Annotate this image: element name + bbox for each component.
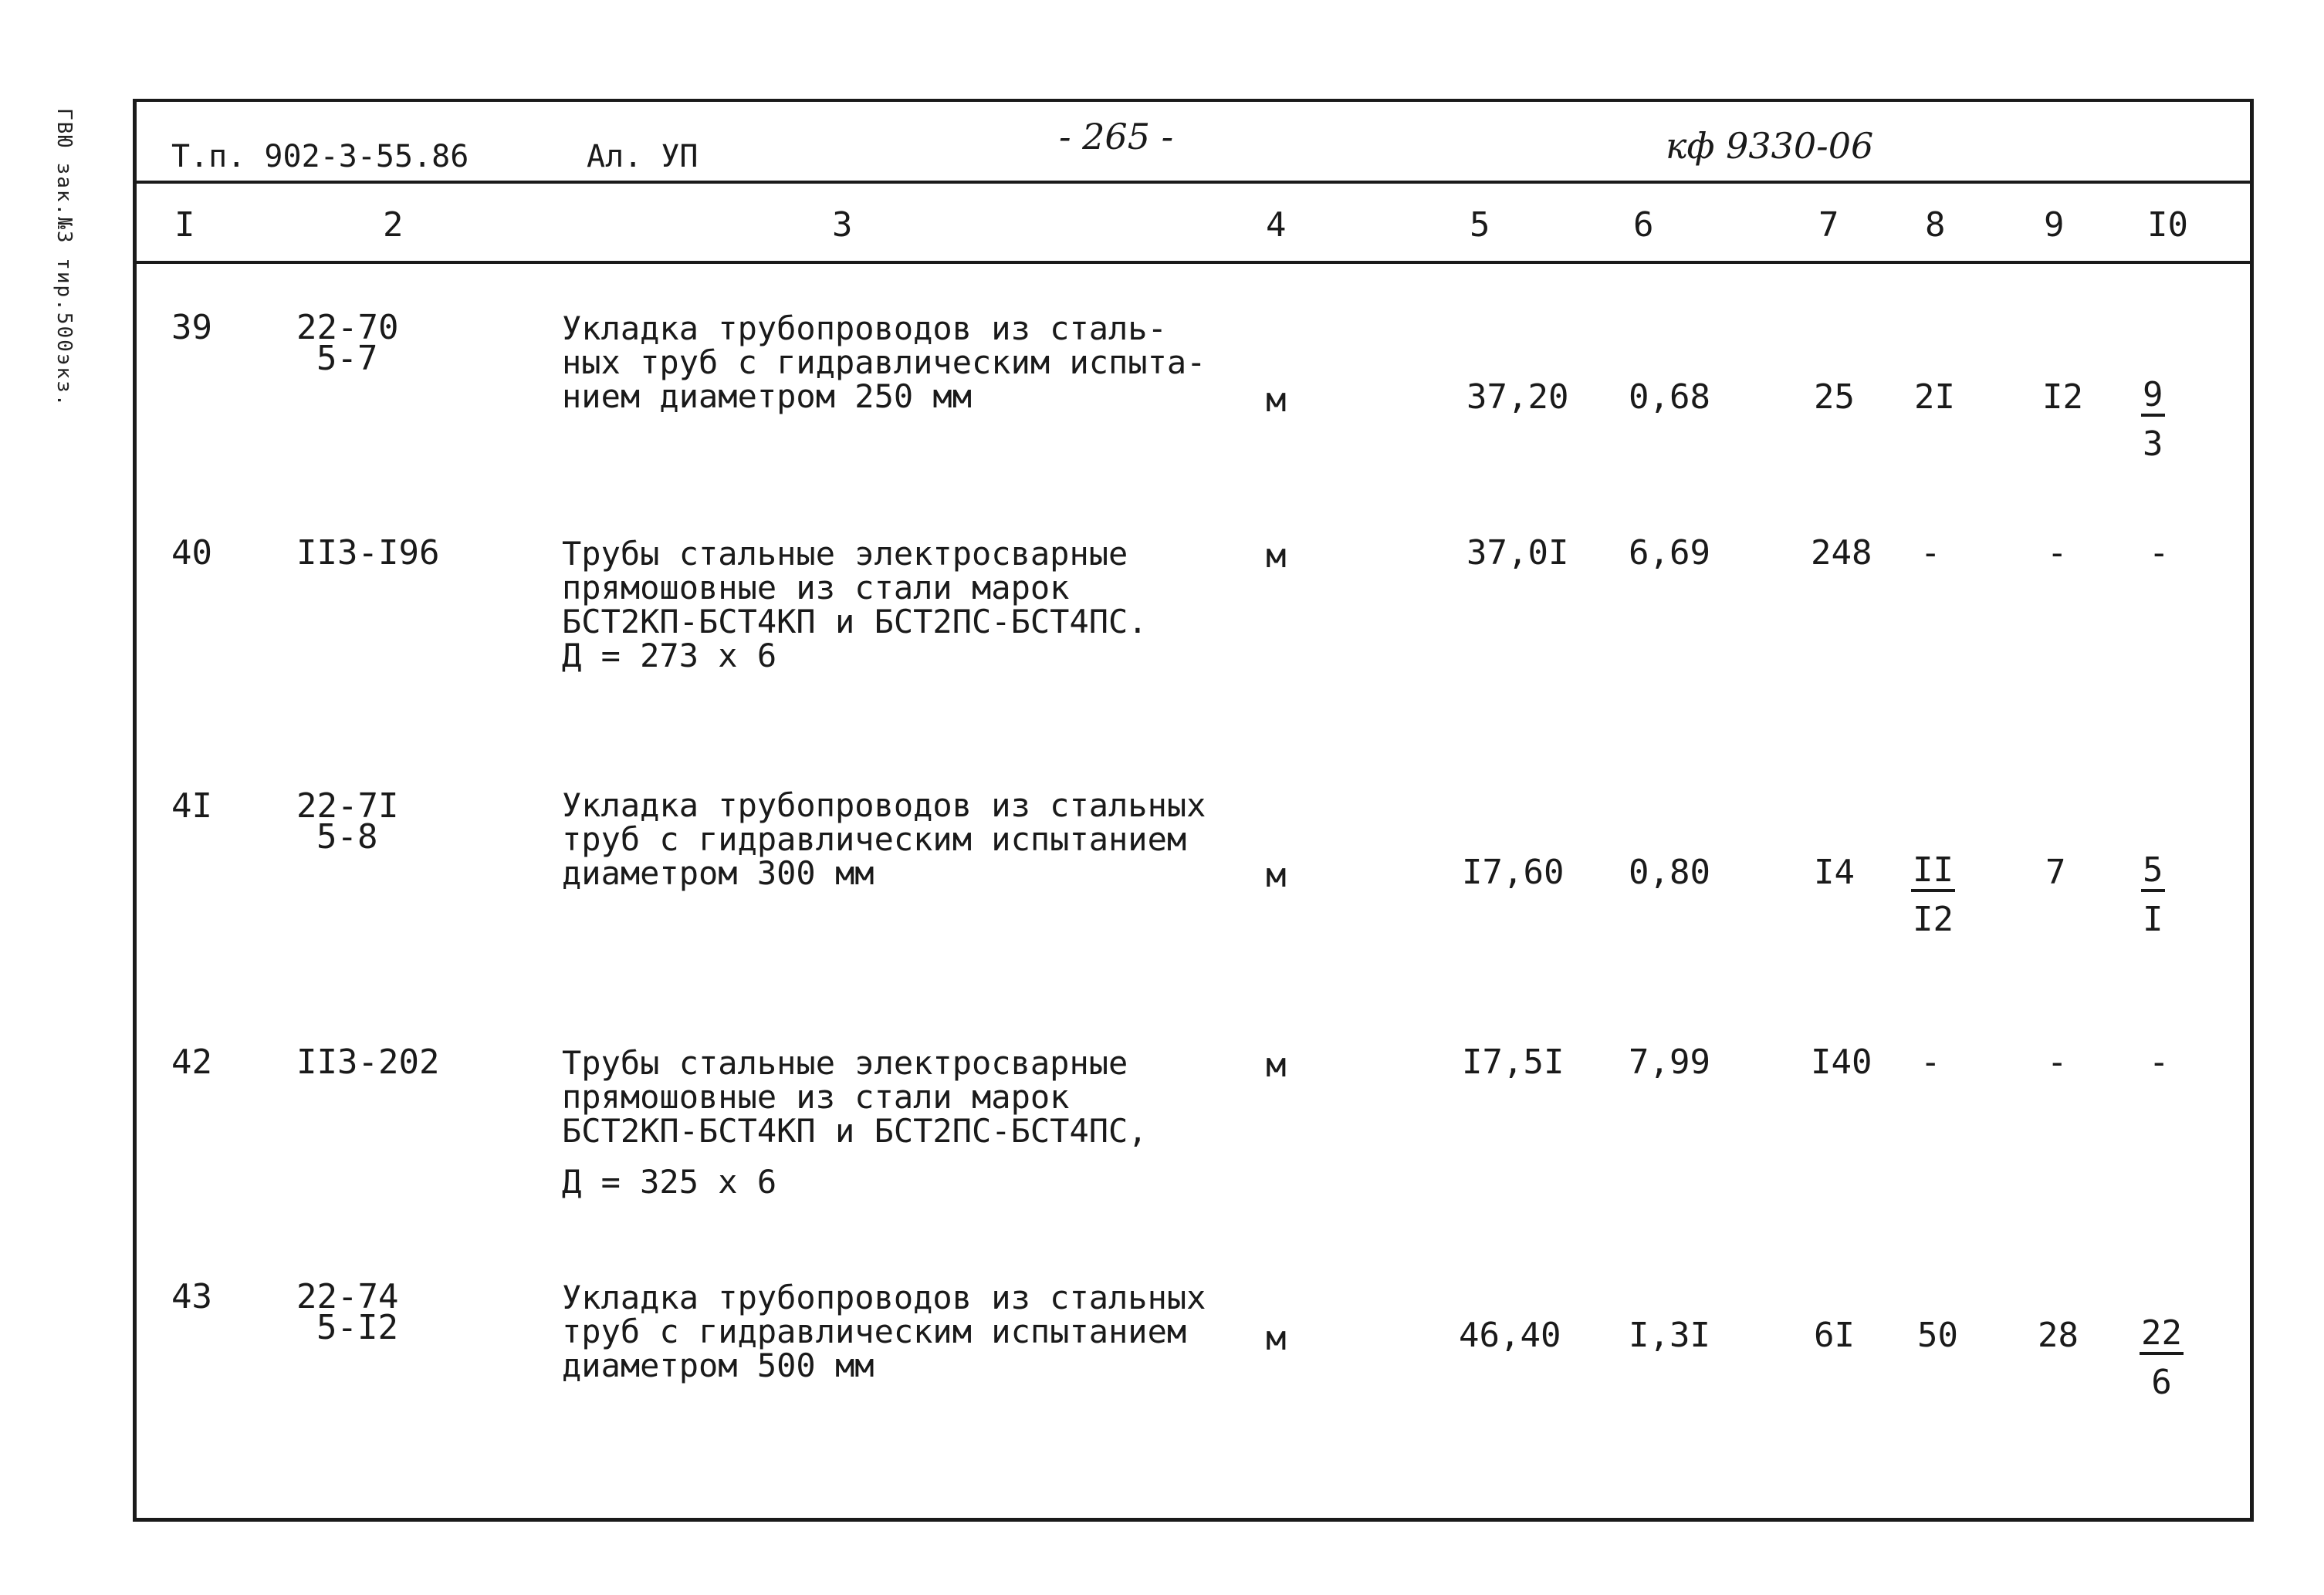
fraction-denominator: 3 bbox=[2143, 424, 2163, 464]
work-description-line: Д = 273 х 6 bbox=[562, 637, 777, 674]
column-9-value: 28 bbox=[2038, 1316, 2079, 1355]
row-number: 43 bbox=[171, 1277, 212, 1316]
norm-code: 22-70 bbox=[296, 308, 399, 347]
page-number: - 265 - bbox=[1059, 116, 1174, 157]
column-8-value: - bbox=[1920, 1042, 1941, 1082]
column-number-2: 2 bbox=[383, 205, 404, 245]
column-8-value: 2I bbox=[1914, 377, 1955, 417]
work-description-line: Трубы стальные электросварные bbox=[562, 1044, 1128, 1082]
column-9-value: - bbox=[2047, 533, 2068, 573]
fraction-denominator: 6 bbox=[2151, 1363, 2172, 1402]
header-divider bbox=[133, 181, 2254, 184]
fraction-numerator: II bbox=[1911, 852, 1955, 892]
column-10-value: - bbox=[2149, 533, 2170, 573]
project-number: Т.п. 902-3-55.86 bbox=[171, 139, 469, 174]
column-9-value: I2 bbox=[2042, 377, 2083, 417]
norm-code: 22-74 bbox=[296, 1277, 399, 1316]
norm-code: II3-202 bbox=[296, 1042, 440, 1082]
column-5-value: 46,40 bbox=[1459, 1316, 1561, 1355]
work-description-line: БСТ2КП-БСТ4КП и БСТ2ПС-БСТ4ПС, bbox=[562, 1112, 1148, 1150]
column-number-8: 8 bbox=[1925, 205, 1946, 245]
column-5-value: 37,20 bbox=[1466, 377, 1569, 417]
album-number: Ал. УП bbox=[587, 139, 699, 174]
column-10-value: - bbox=[2149, 1042, 2170, 1082]
fraction-denominator: I bbox=[2143, 900, 2163, 939]
norm-code: 22-7I bbox=[296, 786, 399, 826]
unit: м bbox=[1266, 536, 1287, 576]
work-description-line: БСТ2КП-БСТ4КП и БСТ2ПС-БСТ4ПС. bbox=[562, 603, 1148, 640]
work-description-line: Д = 325 х 6 bbox=[562, 1163, 777, 1201]
work-description-line: Укладка трубопроводов из сталь- bbox=[562, 309, 1167, 347]
column-7-value: 248 bbox=[1811, 533, 1872, 573]
column-8-fraction bbox=[1911, 852, 1955, 938]
norm-code-sub: 5-I2 bbox=[316, 1308, 398, 1347]
column-8-value: 50 bbox=[1917, 1316, 1958, 1355]
unit: м bbox=[1266, 1046, 1287, 1085]
column-7-value: I40 bbox=[1811, 1042, 1872, 1082]
fraction-numerator: 9 bbox=[2141, 377, 2165, 417]
column-10-fraction bbox=[2141, 852, 2165, 938]
norm-code: II3-I96 bbox=[296, 533, 440, 573]
print-order-stamp: ГВЮ зак.№3 тир.500экз. bbox=[52, 108, 76, 408]
unit: м bbox=[1266, 1319, 1287, 1358]
column-7-value: 6I bbox=[1814, 1316, 1855, 1355]
column-10-fraction bbox=[2141, 377, 2165, 463]
work-description-line: нием диаметром 250 мм bbox=[562, 377, 973, 415]
column-header-divider bbox=[133, 261, 2254, 264]
column-7-value: I4 bbox=[1814, 853, 1855, 892]
norm-code-sub: 5-7 bbox=[316, 339, 378, 378]
row-number: 42 bbox=[171, 1042, 212, 1082]
work-description-line: труб с гидравлическим испытанием bbox=[562, 820, 1187, 858]
column-number-5: 5 bbox=[1470, 205, 1490, 245]
document-code: кф 9330-06 bbox=[1666, 125, 1874, 167]
column-5-value: I7,60 bbox=[1462, 853, 1565, 892]
row-number: 4I bbox=[171, 786, 212, 826]
unit: м bbox=[1266, 856, 1287, 895]
column-5-value: 37,0I bbox=[1466, 533, 1569, 573]
column-10-fraction bbox=[2140, 1315, 2184, 1401]
work-description-line: Трубы стальные электросварные bbox=[562, 535, 1128, 573]
column-9-value: - bbox=[2047, 1042, 2068, 1082]
column-number-4: 4 bbox=[1266, 205, 1287, 245]
column-6-value: 0,80 bbox=[1629, 853, 1710, 892]
work-description-line: прямошовные из стали марок bbox=[562, 1078, 1070, 1116]
fraction-numerator: 22 bbox=[2140, 1315, 2184, 1355]
column-number-9: 9 bbox=[2044, 205, 2065, 245]
work-description-line: ных труб с гидравлическим испыта- bbox=[562, 343, 1206, 381]
column-number-6: 6 bbox=[1633, 205, 1654, 245]
column-7-value: 25 bbox=[1814, 377, 1855, 417]
column-6-value: 7,99 bbox=[1629, 1042, 1710, 1082]
column-5-value: I7,5I bbox=[1462, 1042, 1565, 1082]
column-number-1: I bbox=[174, 205, 195, 245]
row-number: 40 bbox=[171, 533, 212, 573]
column-number-7: 7 bbox=[1818, 205, 1839, 245]
column-9-value: 7 bbox=[2045, 853, 2066, 892]
work-description-line: труб с гидравлическим испытанием bbox=[562, 1313, 1187, 1350]
column-6-value: I,3I bbox=[1629, 1316, 1710, 1355]
row-number: 39 bbox=[171, 308, 212, 347]
norm-code-sub: 5-8 bbox=[316, 817, 378, 857]
fraction-denominator: I2 bbox=[1913, 900, 1954, 939]
work-description-line: Укладка трубопроводов из стальных bbox=[562, 786, 1206, 824]
work-description-line: диаметром 300 мм bbox=[562, 854, 874, 892]
column-number-10: I0 bbox=[2147, 205, 2188, 245]
unit: м bbox=[1266, 380, 1287, 420]
column-number-3: 3 bbox=[832, 205, 853, 245]
fraction-numerator: 5 bbox=[2141, 852, 2165, 892]
column-6-value: 6,69 bbox=[1629, 533, 1710, 573]
work-description-line: диаметром 500 мм bbox=[562, 1347, 874, 1384]
column-8-value: - bbox=[1920, 533, 1941, 573]
work-description-line: Укладка трубопроводов из стальных bbox=[562, 1279, 1206, 1316]
column-6-value: 0,68 bbox=[1629, 377, 1710, 417]
work-description-line: прямошовные из стали марок bbox=[562, 569, 1070, 607]
